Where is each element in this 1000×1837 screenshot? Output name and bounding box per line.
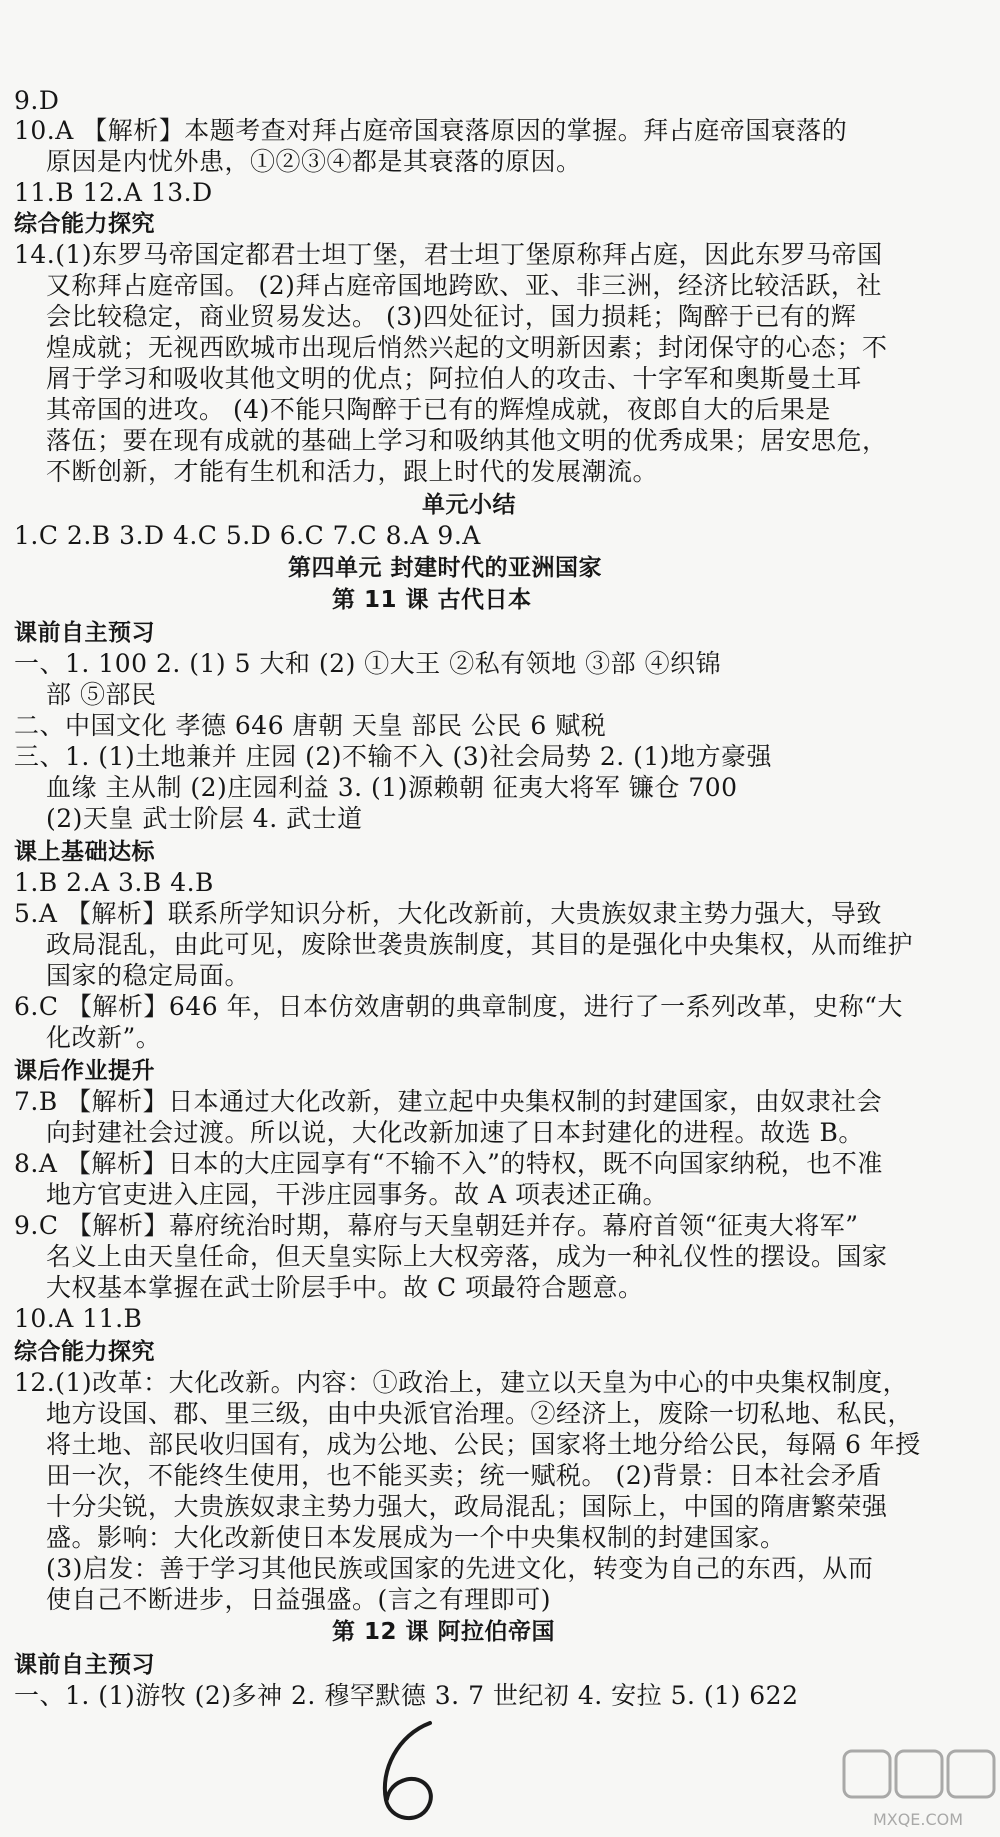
answer-12-line2: 地方设国、郡、里三级，由中央派官治理。②经济上，废除一切私地、私民， [46,1399,914,1428]
answer-9: 9.D [14,86,60,115]
answer-10-line2: 原因是内忧外患，①②③④都是其衰落的原因。 [46,147,582,176]
answer-5-line1: 5.A 【解析】联系所学知识分析，大化改新前，大贵族奴隶主势力强大，导致 [14,899,882,928]
section-heading: 课后作业提升 [14,1058,155,1084]
section-heading: 综合能力探究 [14,1339,155,1365]
watermark-text: MXQE.COM [872,1810,964,1829]
unit-title: 第四单元 封建时代的亚洲国家 [288,555,603,581]
answer-8-line2: 地方官吏进入庄园，干涉庄园事务。故 A 项表述正确。 [46,1180,668,1209]
answer-14-line3: 会比较稳定，商业贸易发达。 (3)四处征讨，国力损耗；陶醉于已有的辉 [46,302,857,331]
preview-3-line2: 血缘 主从制 (2)庄园利益 3. (1)源赖朝 征夷大将军 镰仓 700 [46,773,738,802]
answer-9-line1: 9.C 【解析】幕府统治时期，幕府与天皇朝廷并存。幕府首领“征夷大将军” [14,1211,859,1240]
answers-11-13: 11.B 12.A 13.D [14,178,213,207]
answer-12-line8: 使自己不断进步，日益强盛。(言之有理即可) [46,1585,552,1614]
answer-8-line1: 8.A 【解析】日本的大庄园享有“不输不入”的特权，既不向国家纳税，也不准 [14,1149,883,1178]
answer-10-line1: 10.A 【解析】本题考查对拜占庭帝国衰落原因的掌握。拜占庭帝国衰落的 [14,116,848,145]
answer-14-line5: 屑于学习和吸收其他文明的优点；阿拉伯人的攻击、十字军和奥斯曼土耳 [46,364,863,393]
answer-14-line7: 落伍；要在现有成就的基础上学习和吸纳其他文明的优秀成果；居安思危， [46,426,888,455]
answer-7-line1: 7.B 【解析】日本通过大化改新，建立起中央集权制的封建国家，由奴隶社会 [14,1087,883,1116]
answer-12-line6: 盛。影响：大化改新使日本发展成为一个中央集权制的封建国家。 [46,1523,786,1552]
handwritten-page-number [368,1715,458,1830]
lesson-12-preview-1: 一、1. (1)游牧 (2)多神 2. 穆罕默德 3. 7 世纪初 4. 安拉 5. (1) 622 [14,1681,799,1710]
unit-summary-answers: 1.C 2.B 3.D 4.C 5.D 6.C 7.C 8.A 9.A [14,521,481,550]
answer-12-line7: (3)启发：善于学习其他民族或国家的先进文化，转变为自己的东西，从而 [46,1554,874,1583]
answer-12-line5: 十分尖锐，大贵族奴隶主势力强大，政局混乱；国际上，中国的隋唐繁荣强 [46,1492,888,1521]
answer-14-line6: 其帝国的进攻。 (4)不能只陶醉于已有的辉煌成就，夜郎自大的后果是 [46,395,831,424]
answer-12-line3: 将土地、部民收归国有，成为公地、公民；国家将土地分给公民，每隔 6 年授 [46,1430,921,1459]
answer-6-line2: 化改新”。 [46,1023,162,1052]
answer-14-line2: 又称拜占庭帝国。 (2)拜占庭帝国地跨欧、亚、非三洲，经济比较活跃，社 [46,271,882,300]
answer-12-line1: 12.(1)改革：大化改新。内容：①政治上，建立以天皇为中心的中央集权制度， [14,1368,909,1397]
answer-6-line1: 6.C 【解析】646 年，日本仿效唐朝的典章制度，进行了一系列改革，史称“大 [14,992,903,1021]
section-heading: 课前自主预习 [14,620,155,646]
lesson-11-title: 第 11 课 古代日本 [332,587,532,613]
section-heading: 综合能力探究 [14,211,155,237]
answer-14-line1: 14.(1)东罗马帝国定都君士坦丁堡，君士坦丁堡原称拜占庭，因此东罗马帝国 [14,240,883,269]
preview-3-line1: 三、1. (1)土地兼并 庄园 (2)不输不入 (3)社会局势 2. (1)地方豪强 [14,742,773,771]
preview-2: 二、中国文化 孝德 646 唐朝 天皇 部民 公民 6 赋税 [14,711,607,740]
preview-3-line3: (2)天皇 武士阶层 4. 武士道 [46,804,363,833]
answer-5-line2: 政局混乱，由此可见，废除世袭贵族制度，其目的是强化中央集权，从而维护 [46,930,914,959]
unit-summary-title: 单元小结 [422,492,516,518]
preview-1-line1: 一、1. 100 2. (1) 5 大和 (2) ①大王 ②私有领地 ③部 ④织锦 [14,649,722,678]
answer-12-line4: 田一次，不能终生使用，也不能买卖；统一赋税。 (2)背景：日本社会矛盾 [46,1461,882,1490]
lesson-12-title: 第 12 课 阿拉伯帝国 [332,1619,556,1645]
answer-5-line3: 国家的稳定局面。 [46,961,251,990]
section-heading: 课前自主预习 [14,1652,155,1678]
basic-answers-1-4: 1.B 2.A 3.B 4.B [14,868,214,897]
answer-14-line4: 煌成就；无视西欧城市出现后悄然兴起的文明新因素；封闭保守的心态；不 [46,333,888,362]
answer-9-line2: 名义上由天皇任命，但天皇实际上大权旁落，成为一种礼仪性的摆设。国家 [46,1242,888,1271]
preview-1-line2: 部 ⑤部民 [46,680,157,709]
watermark-logo [838,1745,998,1835]
section-heading: 课上基础达标 [14,839,155,865]
answer-14-line8: 不断创新，才能有生机和活力，跟上时代的发展潮流。 [46,457,659,486]
answer-7-line2: 向封建社会过渡。所以说，大化改新加速了日本封建化的进程。故选 B。 [46,1118,864,1147]
answers-10-11: 10.A 11.B [14,1304,143,1333]
answer-9-line3: 大权基本掌握在武士阶层手中。故 C 项最符合题意。 [46,1273,644,1302]
